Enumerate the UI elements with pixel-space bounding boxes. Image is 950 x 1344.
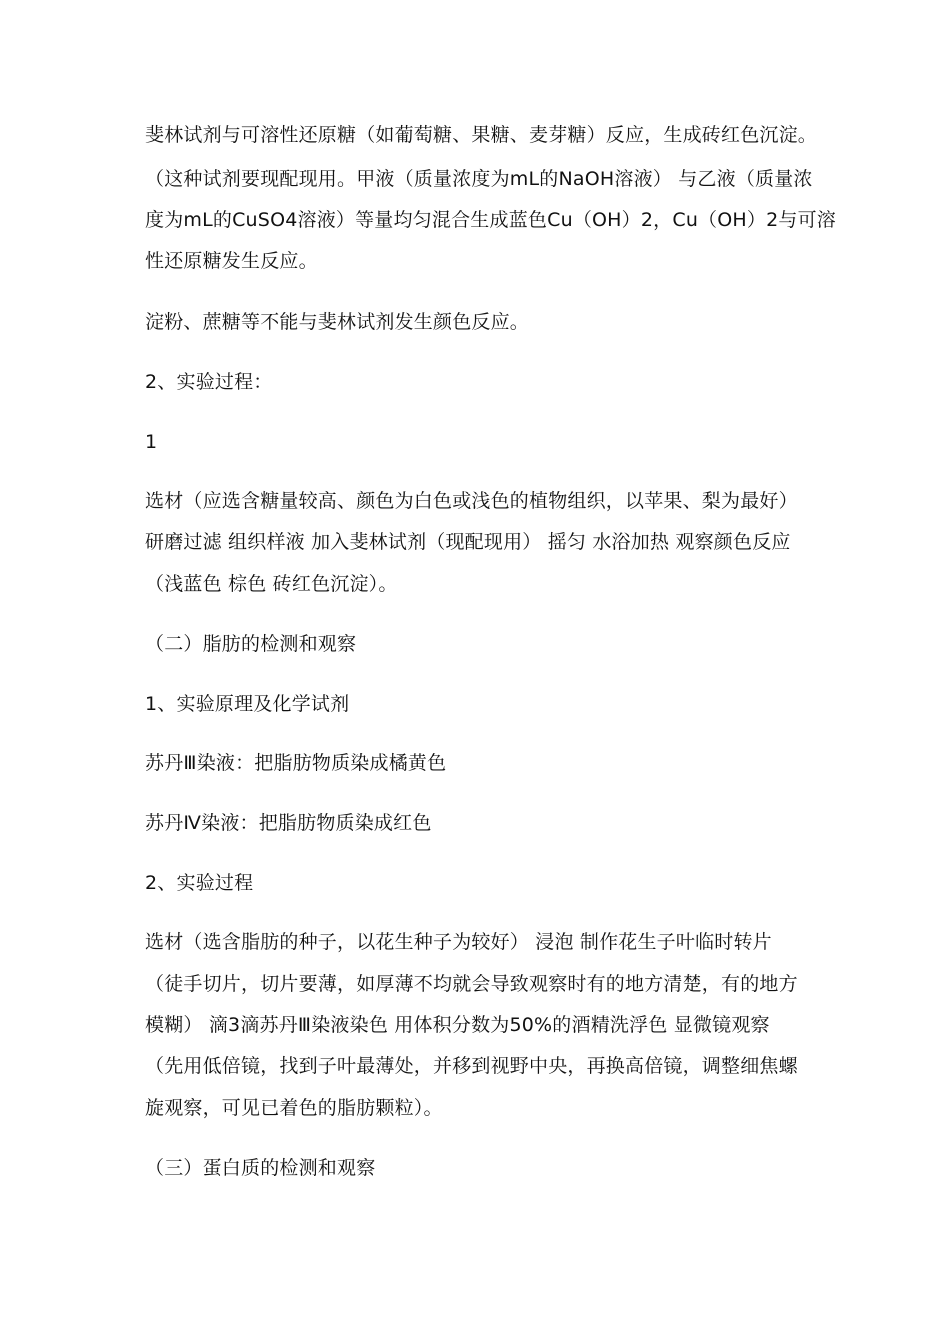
para3-line3: （浅蓝色 棕色 砖红色沉淀）。 <box>145 573 398 595</box>
section-protein-heading: （三）蛋白质的检测和观察 <box>145 1157 376 1179</box>
para4-line5: 旋观察，可见已着色的脂肪颗粒）。 <box>145 1097 443 1119</box>
sudan3-line: 苏丹Ⅲ染液：把脂肪物质染成橘黄色 <box>145 752 447 774</box>
para3-line1: 选材（应选含糖量较高、颜色为白色或浅色的植物组织，以苹果、梨为最好） <box>145 490 798 512</box>
para4-line2: （徒手切片，切片要薄，如厚薄不均就会导致观察时有的地方清楚，有的地方 <box>145 973 798 995</box>
para1-line4: 性还原糖发生反应。 <box>145 250 318 272</box>
section-fat-heading: （二）脂肪的检测和观察 <box>145 633 357 655</box>
para1-line3: 度为mL的CuSO4溶液）等量均匀混合生成蓝色Cu（OH）2，Cu（OH）2与可溶 <box>145 209 836 231</box>
para1-line2: （这种试剂要现配现用。甲液（质量浓度为mL的NaOH溶液） 与乙液（质量浓 <box>145 168 813 190</box>
para2: 淀粉、蔗糖等不能与斐林试剂发生颜色反应。 <box>145 311 530 333</box>
para4-line3: 模糊） 滴3滴苏丹Ⅲ染液染色 用体积分数为50%的酒精洗浮色 显微镜观察 <box>145 1014 770 1036</box>
heading-process2: 2、实验过程 <box>145 872 254 894</box>
para1-line1: 斐林试剂与可溶性还原糖（如葡萄糖、果糖、麦芽糖）反应，生成砖红色沉淀。 <box>145 124 818 146</box>
para4-line1: 选材（选含脂肪的种子，以花生种子为较好） 浸泡 制作花生子叶临时转片 <box>145 931 772 953</box>
step-number: 1 <box>145 431 158 453</box>
para3-line2: 研磨过滤 组织样液 加入斐林试剂（现配现用） 摇匀 水浴加热 观察颜色反应 <box>145 531 791 553</box>
heading-process: 2、实验过程： <box>145 371 273 393</box>
para4-line4: （先用低倍镜，找到子叶最薄处，并移到视野中央，再换高倍镜，调整细焦螺 <box>145 1055 798 1077</box>
sudan4-line: 苏丹Ⅳ染液：把脂肪物质染成红色 <box>145 812 432 834</box>
heading-principle: 1、实验原理及化学试剂 <box>145 693 350 715</box>
